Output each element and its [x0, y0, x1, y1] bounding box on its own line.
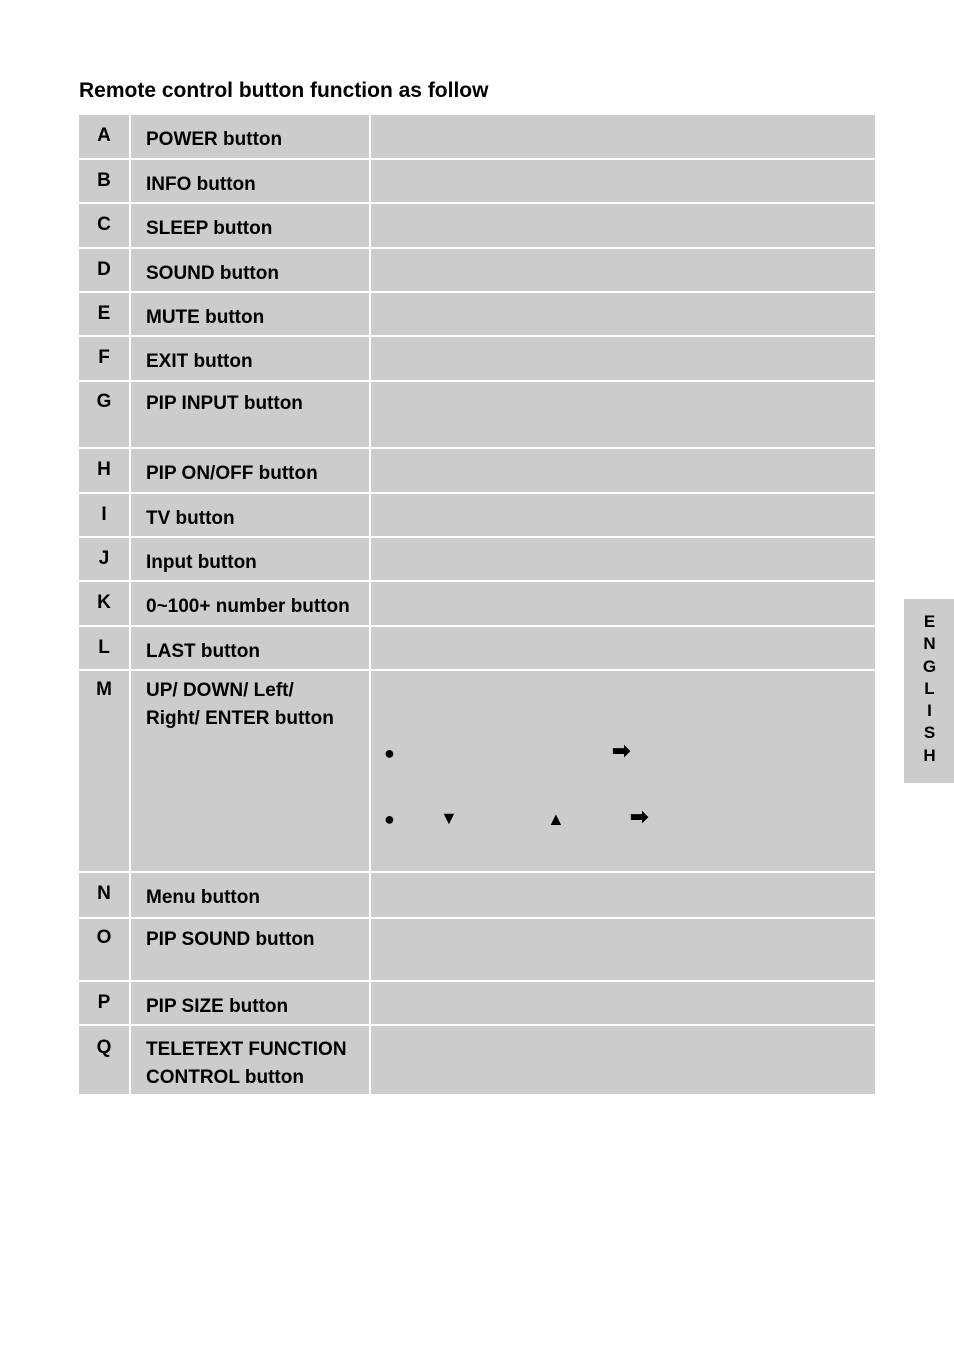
row-button-name: UP/ DOWN/ Left/ Right/ ENTER button	[130, 670, 370, 872]
row-letter: D	[79, 248, 130, 292]
row-button-name: POWER button	[130, 115, 370, 159]
row-description	[370, 537, 875, 581]
table-row	[79, 248, 875, 292]
page-title: Remote control button function as follow	[79, 79, 489, 102]
side-tab-letter: S	[923, 723, 936, 743]
bullet-icon: ●	[384, 743, 395, 763]
side-tab-letter: G	[922, 656, 937, 676]
row-description	[370, 248, 875, 292]
remote-button-table	[79, 115, 875, 1094]
row-letter: G	[79, 381, 130, 448]
arrow-right-icon: ➡	[612, 738, 631, 763]
row-description	[370, 381, 875, 448]
bullet-icon: ●	[384, 809, 395, 829]
table-row	[79, 115, 875, 159]
table-row	[79, 626, 875, 670]
table-row	[79, 381, 875, 448]
table-row	[79, 670, 875, 872]
row-description	[370, 336, 875, 381]
row-letter: O	[79, 918, 130, 981]
row-button-name: PIP ON/OFF button	[130, 448, 370, 493]
row-description	[370, 670, 875, 872]
row-description	[370, 581, 875, 626]
row-letter: H	[79, 448, 130, 493]
table-row	[79, 918, 875, 981]
row-button-name: SLEEP button	[130, 203, 370, 248]
row-letter: J	[79, 537, 130, 581]
row-description	[370, 203, 875, 248]
side-tab-letter: H	[923, 745, 936, 765]
row-letter: P	[79, 981, 130, 1025]
row-letter: E	[79, 292, 130, 336]
row-button-name: Input button	[130, 537, 370, 581]
arrow-right-icon: ➡	[630, 804, 649, 829]
row-letter: B	[79, 159, 130, 203]
up-arrow-icon: ▲	[547, 809, 565, 829]
side-tab-letter: I	[927, 701, 932, 721]
table-row	[79, 336, 875, 381]
row-button-name: 0~100+ number button	[130, 581, 370, 626]
table-row	[79, 581, 875, 626]
row-button-name: TELETEXT FUNCTION CONTROL button	[130, 1025, 370, 1094]
table-row	[79, 981, 875, 1025]
row-letter: A	[79, 115, 130, 159]
row-description	[370, 626, 875, 670]
language-side-tab	[904, 599, 954, 783]
row-button-name: Menu button	[130, 872, 370, 918]
navigation-instructions	[371, 671, 875, 871]
row-button-name: TV button	[130, 493, 370, 537]
table-row	[79, 493, 875, 537]
row-button-name: PIP SOUND button	[130, 918, 370, 981]
row-letter: C	[79, 203, 130, 248]
side-tab-letter: E	[923, 612, 936, 631]
row-description	[370, 918, 875, 981]
row-description	[370, 493, 875, 537]
row-letter: I	[79, 493, 130, 537]
table-row	[79, 537, 875, 581]
row-letter: Q	[79, 1025, 130, 1094]
table-row	[79, 1025, 875, 1094]
row-letter: N	[79, 872, 130, 918]
row-description	[370, 159, 875, 203]
row-description	[370, 872, 875, 918]
table-row	[79, 872, 875, 918]
row-letter: L	[79, 626, 130, 670]
row-description	[370, 981, 875, 1025]
row-button-name: LAST button	[130, 626, 370, 670]
row-button-name: MUTE button	[130, 292, 370, 336]
table-row	[79, 448, 875, 493]
table-row	[79, 159, 875, 203]
row-description	[370, 448, 875, 493]
row-letter: M	[79, 670, 130, 872]
row-button-name: INFO button	[130, 159, 370, 203]
row-letter: F	[79, 336, 130, 381]
row-button-name: SOUND button	[130, 248, 370, 292]
row-description	[370, 1025, 875, 1094]
side-tab-letter: L	[924, 678, 935, 698]
row-button-name: EXIT button	[130, 336, 370, 381]
row-description	[370, 292, 875, 336]
row-letter: K	[79, 581, 130, 626]
side-tab-letter: N	[923, 634, 936, 654]
row-description	[370, 115, 875, 159]
down-arrow-icon: ▼	[440, 808, 458, 828]
row-button-name: PIP INPUT button	[130, 381, 370, 448]
table-row	[79, 292, 875, 336]
table-row	[79, 203, 875, 248]
row-button-name: PIP SIZE button	[130, 981, 370, 1025]
